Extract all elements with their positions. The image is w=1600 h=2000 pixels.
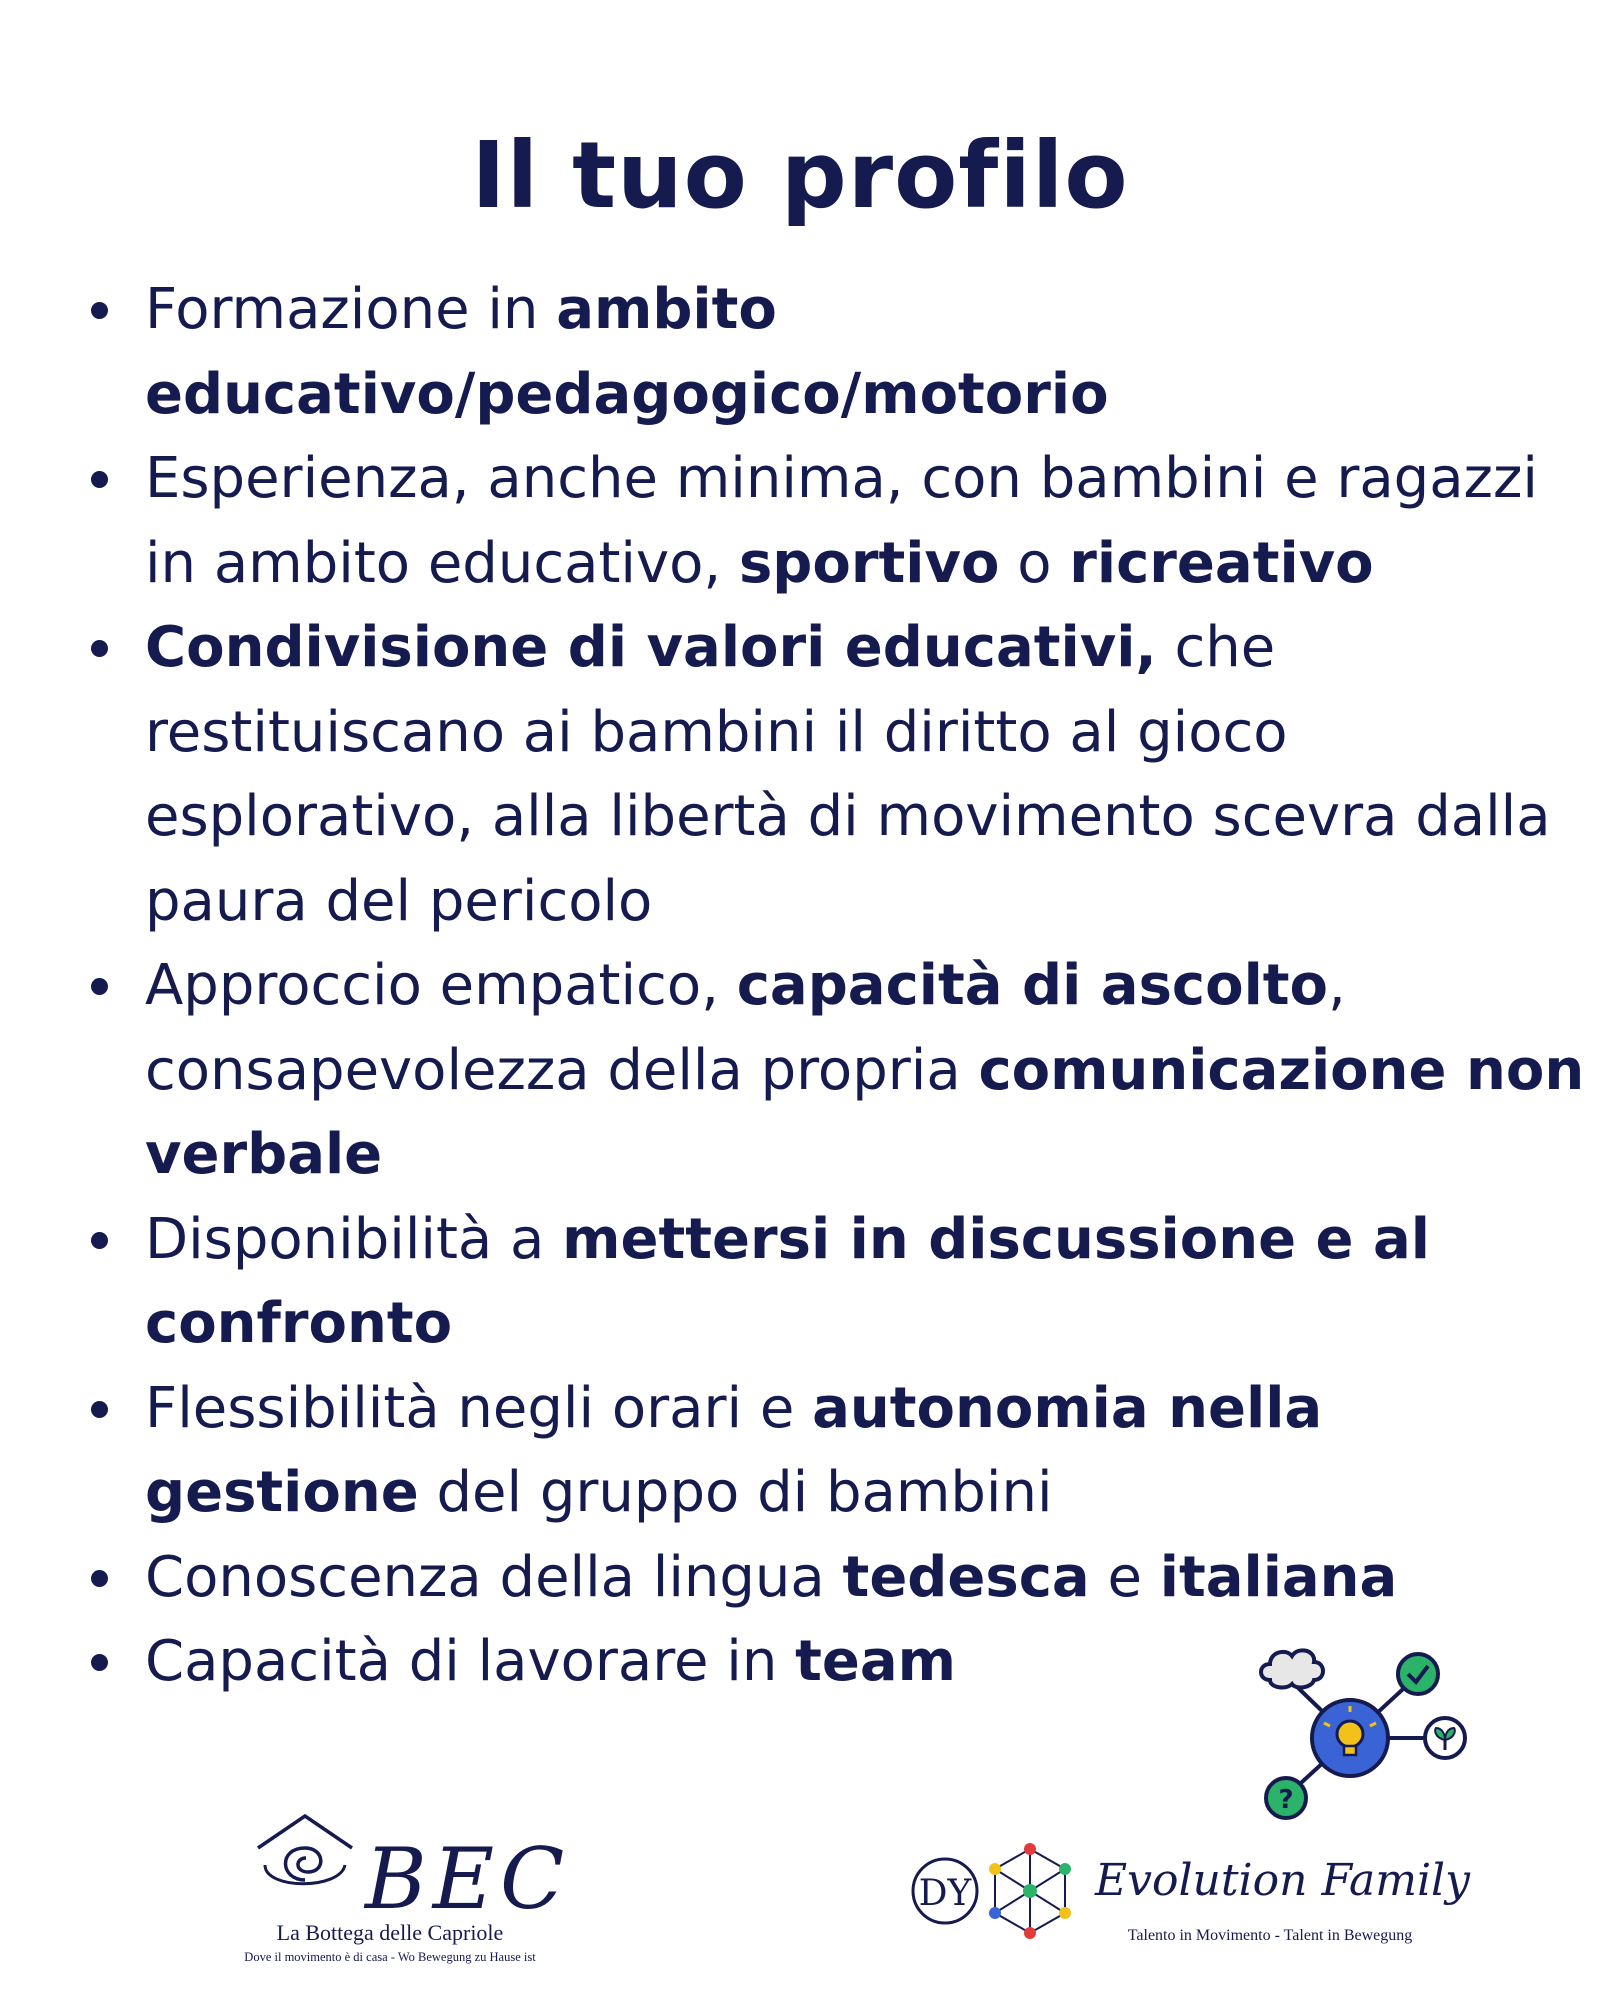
requirement-emphasis: ambito educativo/pedagogico/motorio xyxy=(145,277,1109,427)
requirement-item xyxy=(145,268,1590,437)
requirement-emphasis: tedesca xyxy=(842,1544,1090,1610)
requirement-item xyxy=(145,606,1590,944)
requirement-text: e xyxy=(1089,1544,1160,1610)
requirement-item xyxy=(145,437,1590,606)
bec-house-spiral-icon xyxy=(250,1810,360,1900)
requirement-emphasis: capacità di ascolto xyxy=(736,953,1329,1018)
idea-network-icon xyxy=(1250,1630,1480,1830)
requirement-text: del gruppo di bambini xyxy=(418,1460,1053,1525)
bec-logo-name: BEC xyxy=(365,1830,571,1928)
sprout-icon xyxy=(1425,1718,1465,1758)
requirement-item xyxy=(145,1536,1590,1621)
requirement-item xyxy=(145,1198,1590,1367)
dy-monogram: DY xyxy=(918,1873,972,1914)
requirement-text: che restituiscano ai bambini il diritto al gioco esplorativo, alla libertà di movimento scevra dalla paura del pericolo xyxy=(145,615,1551,934)
evolution-family-logo xyxy=(905,1855,1470,1975)
requirement-text: Conoscenza della lingua xyxy=(145,1544,843,1610)
page-title: Il tuo profilo xyxy=(471,122,1129,229)
evolution-family-emblem-icon xyxy=(905,1835,1085,1945)
requirement-text: Disponibilità a xyxy=(145,1206,563,1272)
requirement-text: Capacità di lavorare in xyxy=(145,1629,796,1694)
requirement-text: Approccio empatico, xyxy=(145,953,737,1018)
requirement-text: Flessibilità negli orari e xyxy=(145,1375,813,1441)
requirement-emphasis: mettersi in discussione e al confronto xyxy=(145,1206,1431,1356)
bec-logo xyxy=(200,1810,580,1964)
bec-logo-subtitle: La Bottega delle Capriole xyxy=(276,1920,504,1945)
requirement-emphasis: comunicazione non verbale xyxy=(145,1037,1585,1187)
requirement-emphasis: sportivo xyxy=(738,530,1000,596)
requirement-emphasis: team xyxy=(795,1629,957,1694)
requirement-emphasis: ricreativo xyxy=(1069,530,1374,596)
svg-text:?: ? xyxy=(1278,1785,1294,1815)
requirements-list xyxy=(145,268,1590,1705)
requirement-emphasis: italiana xyxy=(1159,1544,1398,1610)
evolution-family-tagline: Talento in Movimento - Talent in Bewegung xyxy=(1127,1927,1413,1944)
check-icon xyxy=(1398,1654,1438,1694)
requirement-item xyxy=(145,944,1590,1198)
requirement-text: Esperienza, anche minima, con bambini e ragazzi in ambito educativo, xyxy=(145,446,1538,596)
question-icon xyxy=(1266,1778,1306,1818)
requirement-emphasis: Condivisione di valori educativi, xyxy=(145,615,1157,680)
evolution-family-name: Evolution Family xyxy=(1095,1855,1470,1906)
bec-logo-tagline: Dove il movimento è di casa - Wo Bewegung zu Hause ist xyxy=(244,1950,536,1964)
requirement-text: o xyxy=(999,530,1070,596)
requirement-text: , consapevolezza della propria xyxy=(145,953,1346,1103)
thought-cloud-icon xyxy=(1261,1650,1323,1687)
requirement-emphasis: autonomia nella gestione xyxy=(145,1375,1323,1525)
requirement-item xyxy=(145,1367,1590,1536)
requirement-text: Formazione in xyxy=(145,277,557,342)
